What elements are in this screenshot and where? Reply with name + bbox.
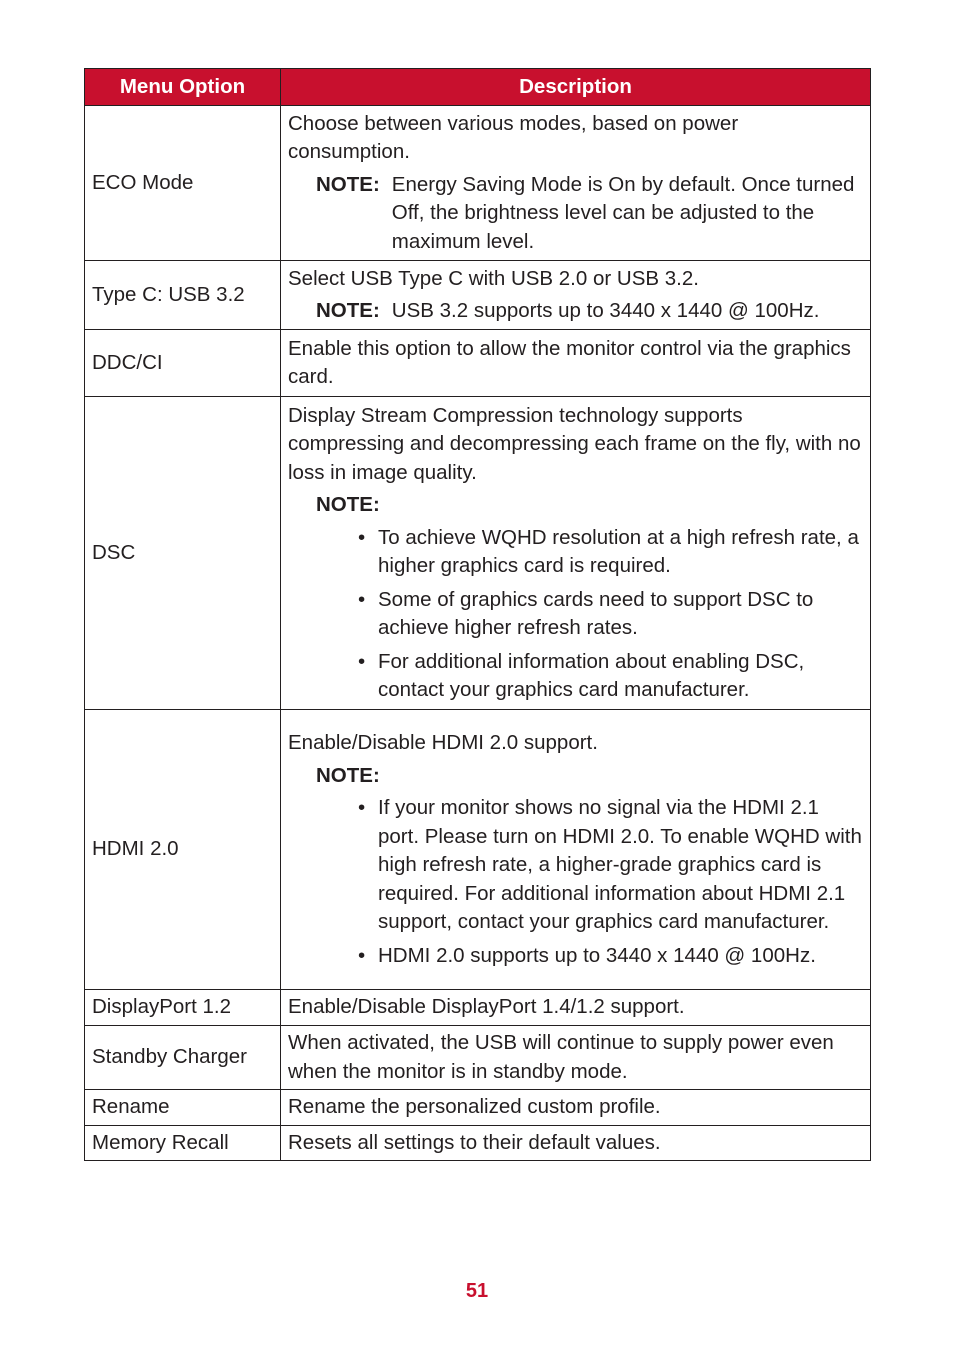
- option-label: DisplayPort 1.2: [85, 990, 281, 1026]
- header-menu-option: Menu Option: [85, 69, 281, 106]
- table-row-standby-charger: [85, 1026, 871, 1090]
- option-description: [281, 106, 871, 261]
- description-text: Enable/Disable HDMI 2.0 support.: [288, 731, 598, 754]
- option-label: DSC: [85, 397, 281, 710]
- description-text: Select USB Type C with USB 2.0 or USB 3.2.: [288, 266, 699, 290]
- note-label: NOTE:: [316, 299, 380, 322]
- option-label: HDMI 2.0: [85, 710, 281, 990]
- page-number: 51: [465, 1280, 489, 1302]
- list-item: • HDMI 2.0 supports up to 3440 x 1440 @ 100Hz.: [358, 942, 863, 971]
- option-description: [281, 261, 871, 330]
- description-text: Enable this option to allow the monitor control via the graphics card.: [288, 336, 851, 388]
- description-text: Display Stream Compression technology supports compressing and decompressing each frame on the fly, with no loss in image quality.: [288, 403, 861, 484]
- note-bullet-list: [288, 524, 863, 705]
- table-row-memory-recall: [85, 1126, 871, 1161]
- note-block: [316, 491, 863, 520]
- note-block: [316, 762, 863, 791]
- header-description: Description: [281, 69, 871, 106]
- menu-options-table: [84, 68, 871, 1161]
- table-row-type-c: [85, 261, 871, 330]
- option-description: [281, 990, 871, 1026]
- note-text: Energy Saving Mode is On by default. Once turned Off, the brightness level can be adjusted to the maximum level.: [391, 172, 855, 253]
- note-block: [316, 171, 863, 257]
- option-label: Rename: [85, 1090, 281, 1126]
- note-label: NOTE:: [316, 172, 380, 196]
- option-description: [281, 1090, 871, 1126]
- option-label: DDC/CI: [85, 330, 281, 397]
- description-text: Rename the personalized custom profile.: [288, 1095, 661, 1119]
- option-description: [281, 330, 871, 397]
- note-block: [316, 297, 863, 326]
- list-item: • If your monitor shows no signal via the HDMI 2.1 port. Please turn on HDMI 2.0. To enable WQHD with high refresh rate, a higher-grade graphics card is required. For additional information about HDMI 2.1 support, contact your graphics card manufacturer.: [358, 794, 863, 937]
- description-text: Enable/Disable DisplayPort 1.4/1.2 support.: [288, 995, 685, 1019]
- list-item: • Some of graphics cards need to support DSC to achieve higher refresh rates.: [358, 586, 863, 643]
- option-description: [281, 710, 871, 990]
- note-text: USB 3.2 supports up to 3440 x 1440 @ 100Hz.: [391, 299, 820, 322]
- description-text: Choose between various modes, based on power consumption.: [288, 111, 739, 164]
- table-row-eco-mode: [85, 106, 871, 261]
- option-description: [281, 1026, 871, 1090]
- note-label: NOTE:: [316, 493, 380, 516]
- option-label: ECO Mode: [85, 106, 281, 261]
- list-item: • For additional information about enabling DSC, contact your graphics card manufacturer.: [358, 648, 863, 705]
- table-row-displayport: [85, 990, 871, 1026]
- option-label: Memory Recall: [85, 1126, 281, 1161]
- option-label: Standby Charger: [85, 1026, 281, 1090]
- option-description: [281, 1126, 871, 1161]
- table-row-dsc: [85, 397, 871, 710]
- list-item: • To achieve WQHD resolution at a high refresh rate, a higher graphics card is required.: [358, 524, 863, 581]
- description-text: When activated, the USB will continue to supply power even when the monitor is in standby mode.: [288, 1031, 834, 1083]
- table-row-rename: [85, 1090, 871, 1126]
- table-row-ddc-ci: [85, 330, 871, 397]
- note-bullet-list: [288, 794, 863, 970]
- note-label: NOTE:: [316, 763, 380, 787]
- table-header-row: [85, 69, 871, 106]
- description-text: Resets all settings to their default values.: [288, 1130, 661, 1154]
- option-description: [281, 397, 871, 710]
- table-row-hdmi-2-0: [85, 710, 871, 990]
- option-label: Type C: USB 3.2: [85, 261, 281, 330]
